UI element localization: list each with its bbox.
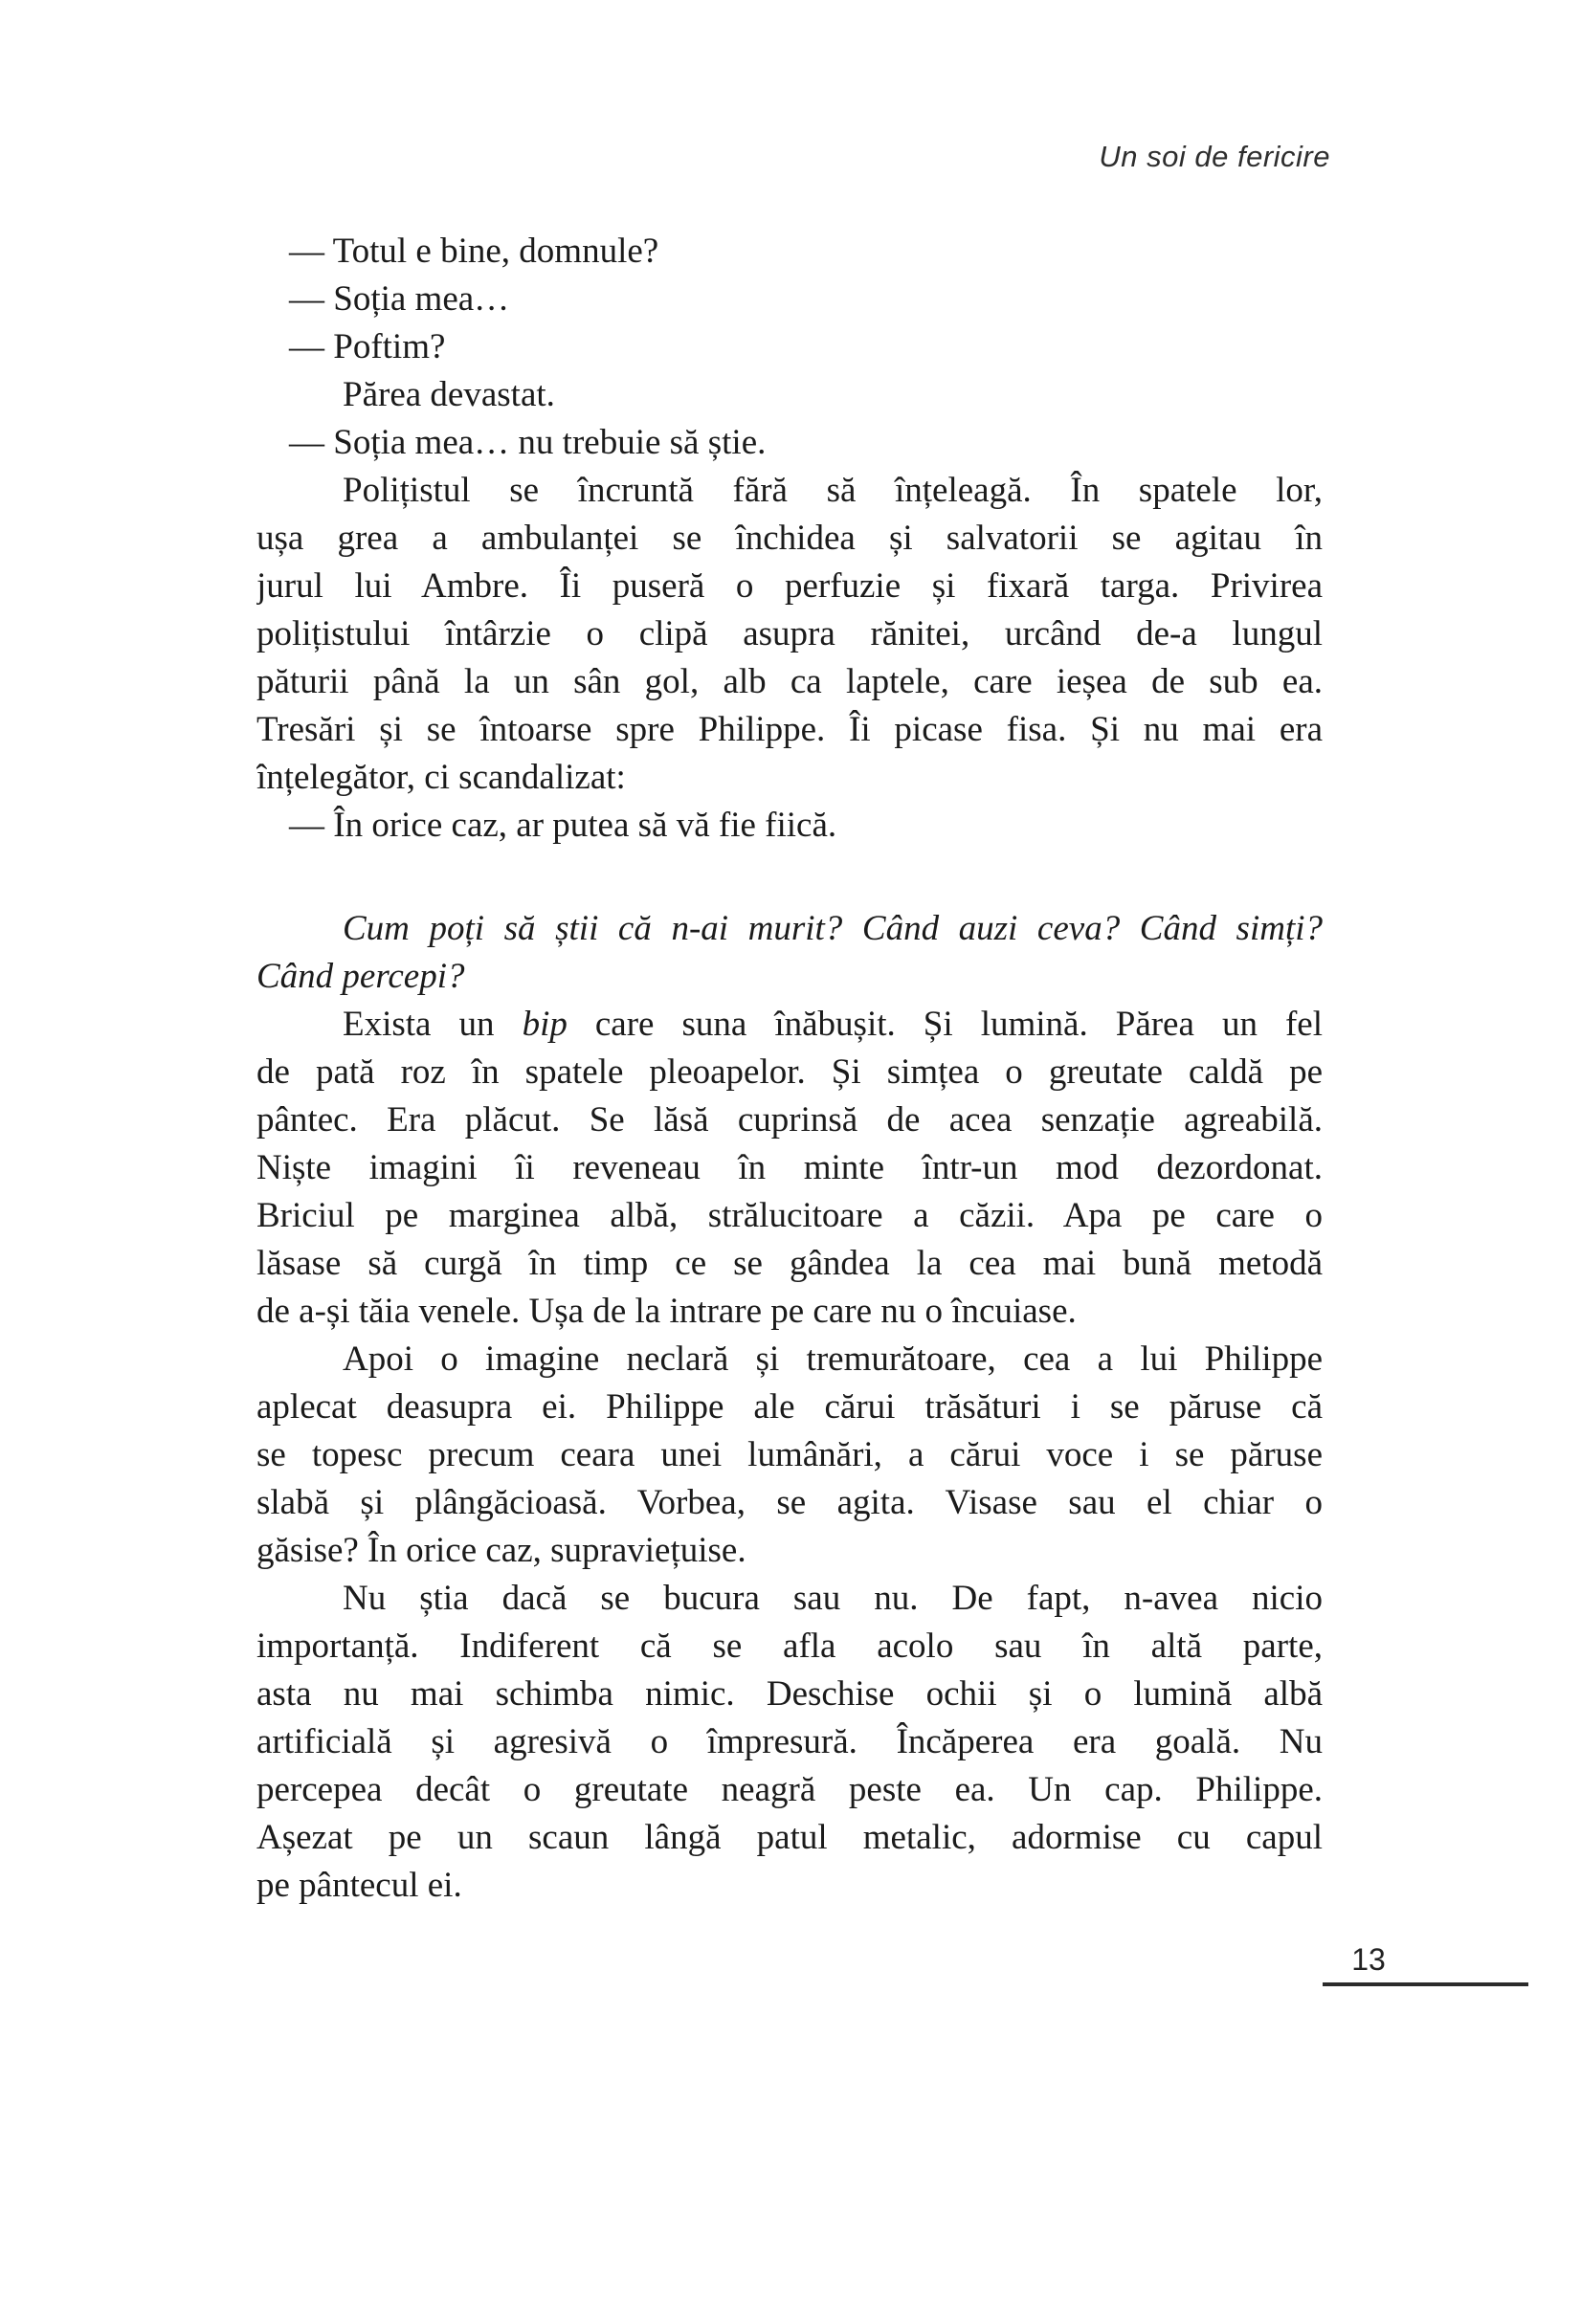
text-line: Briciul pe marginea albă, strălucitoare a căzii. Apa pe care o (256, 1196, 1323, 1235)
text-line: Nu știa dacă se bucura sau nu. De fapt, n-avea nicio (343, 1579, 1323, 1618)
paragraph (256, 1336, 1323, 1575)
text-line: pântec. Era plăcut. Se lăsă cuprinsă de acea senzație agreabilă. (256, 1100, 1323, 1140)
body-text-block (256, 228, 1323, 1910)
text-line: — Poftim? (289, 327, 446, 366)
text-line: înțelegător, ci scandalizat: (256, 758, 626, 797)
text-line: — Totul e bine, domnule? (289, 232, 659, 271)
paragraph (256, 1001, 1323, 1336)
text-line: păturii până la un sân gol, alb ca laptele, care ieșea de sub ea. (256, 662, 1323, 701)
text-line: Părea devastat. (343, 375, 555, 414)
text-line: pe pântecul ei. (256, 1866, 462, 1905)
running-header-title: Un soi de fericire (1099, 140, 1330, 173)
text-line: asta nu mai schimba nimic. Deschise ochii și o lumină albă (256, 1674, 1323, 1714)
text-line: se topesc precum ceara unei lumânări, a cărui voce i se păruse (256, 1435, 1323, 1474)
text-line: jurul lui Ambre. Îi puseră o perfuzie și fixară targa. Privirea (256, 566, 1323, 606)
paragraph (256, 467, 1323, 802)
text-line: găsise? În orice caz, supraviețuise. (256, 1531, 746, 1570)
text-line: Niște imagini îi reveneau în minte într-un mod dezordonat. (256, 1148, 1323, 1187)
paragraph (256, 419, 1323, 467)
paragraph (256, 276, 1323, 323)
paragraph (256, 1575, 1323, 1910)
footer-rule (1323, 1982, 1528, 1986)
italic-word: bip (522, 1005, 568, 1044)
paragraph (256, 905, 1323, 1001)
text-line: ușa grea a ambulanței se închidea și salvatorii se agitau în (256, 519, 1323, 558)
text-line: — Soția mea… nu trebuie să știe. (289, 423, 767, 462)
paragraph (256, 371, 1323, 419)
text-line: Tresări și se întoarse spre Philippe. Îi picase fisa. Și nu mai era (256, 710, 1323, 749)
text-line: Cum poți să știi că n-ai murit? Când auzi ceva? Când simți? (343, 909, 1323, 948)
text-line: Exista un bip care suna înăbușit. Și lumină. Părea un fel (343, 1005, 1323, 1044)
paragraph (256, 228, 1323, 276)
text-line: lăsase să curgă în timp ce se gândea la cea mai bună metodă (256, 1244, 1323, 1283)
text-line: Așezat pe un scaun lângă patul metalic, adormise cu capul (256, 1818, 1323, 1857)
text-line: — Soția mea… (289, 279, 510, 319)
text-line: percepea decât o greutate neagră peste ea. Un cap. Philippe. (256, 1770, 1323, 1809)
paragraph (256, 802, 1323, 850)
text-line: polițistului întârzie o clipă asupra rănitei, urcând de-a lungul (256, 614, 1323, 653)
paragraph (256, 323, 1323, 371)
text-line: Când percepi? (256, 957, 465, 996)
text-line: de pată roz în spatele pleoapelor. Și simțea o greutate caldă pe (256, 1052, 1323, 1092)
text-line: de a-și tăia venele. Ușa de la intrare pe care nu o încuiase. (256, 1292, 1077, 1331)
text-line: — În orice caz, ar putea să vă fie fiică. (289, 806, 837, 845)
page-number: 13 (1351, 1942, 1386, 1977)
text-line: Apoi o imagine neclară și tremurătoare, cea a lui Philippe (343, 1339, 1323, 1379)
text-line: importanță. Indiferent că se afla acolo sau în altă parte, (256, 1627, 1323, 1666)
text-line: slabă și plângăcioasă. Vorbea, se agita. Visase sau el chiar o (256, 1483, 1323, 1522)
text-line: artificială și agresivă o împresură. Încăperea era goală. Nu (256, 1722, 1323, 1761)
text-line: Polițistul se încruntă fără să înțeleagă. În spatele lor, (343, 471, 1323, 510)
text-line: aplecat deasupra ei. Philippe ale cărui trăsături i se păruse că (256, 1387, 1323, 1427)
